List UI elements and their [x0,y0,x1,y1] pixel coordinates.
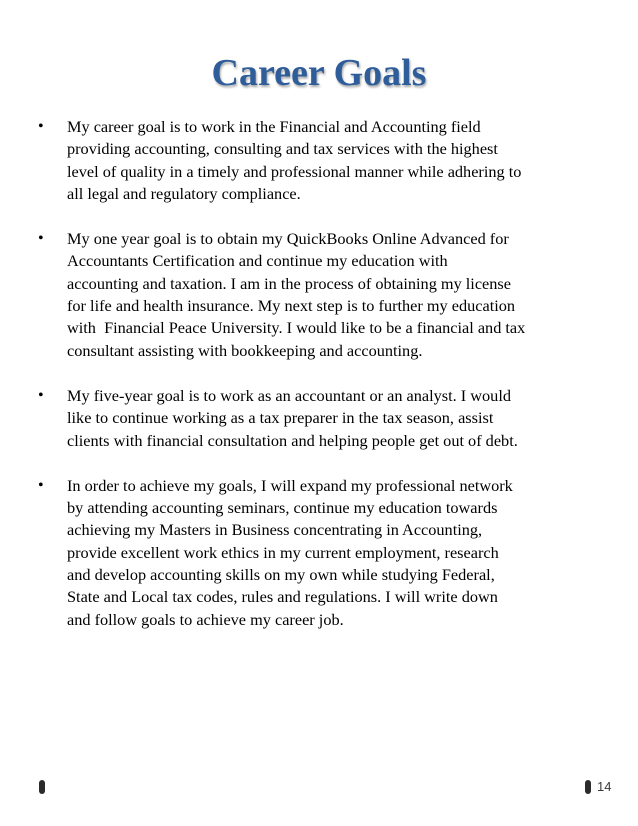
text-line: My one year goal is to obtain my QuickBooks Online Advanced for [67,229,509,249]
text-line: providing accounting, consulting and tax services with the highest [67,139,498,159]
bullet-icon: • [38,476,44,494]
bullet-icon: • [38,230,44,248]
goal-item-one-year [38,228,598,362]
goal-text [67,475,598,631]
text-line: In order to achieve my goals, I will expand my professional network [67,475,513,495]
text-line: provide excellent work ethics in my current employment, research [67,542,499,562]
text-line: Accountants Certification and continue my education with [67,251,448,271]
text-line: all legal and regulatory compliance. [67,183,301,203]
text-line: by attending accounting seminars, continue my education towards [67,498,498,518]
footer-left-marker-icon [39,780,45,794]
text-line: State and Local tax codes, rules and regulations. I will write down [67,587,498,607]
text-line: with Financial Peace University. I would like to be a financial and tax [67,318,526,338]
bullet-icon: • [38,118,44,135]
text-line: and develop accounting skills on my own while studying Federal, [67,565,495,585]
text-line: My career goal is to work in the Financial and Accounting field [67,117,481,136]
goal-text [67,228,598,362]
text-line: consultant assisting with bookkeeping and accounting. [67,340,423,360]
footer-right-marker-icon [585,780,591,794]
text-line: for life and health insurance. My next step is to further my education [67,296,516,316]
text-line: achieving my Masters in Business concentrating in Accounting, [67,520,483,540]
bullet-icon: • [38,386,44,404]
text-line: level of quality in a timely and professional manner while adhering to [67,161,522,181]
goal-text [67,385,598,452]
goal-item-action-plan [38,475,598,631]
goal-list [38,116,598,654]
text-line: clients with financial consultation and helping people get out of debt. [67,430,518,450]
goal-text [67,116,598,205]
page-title: Career Goals [211,52,427,94]
text-line: My five-year goal is to work as an accountant or an analyst. I would [67,385,511,405]
page-number: 14 [597,779,612,794]
text-line: like to continue working as a tax preparer in the tax season, assist [67,408,494,428]
text-line: and follow goals to achieve my career job. [67,609,344,629]
goal-item-career [38,116,598,205]
goal-item-five-year [38,385,598,452]
text-line: accounting and taxation. I am in the process of obtaining my license [67,273,511,293]
